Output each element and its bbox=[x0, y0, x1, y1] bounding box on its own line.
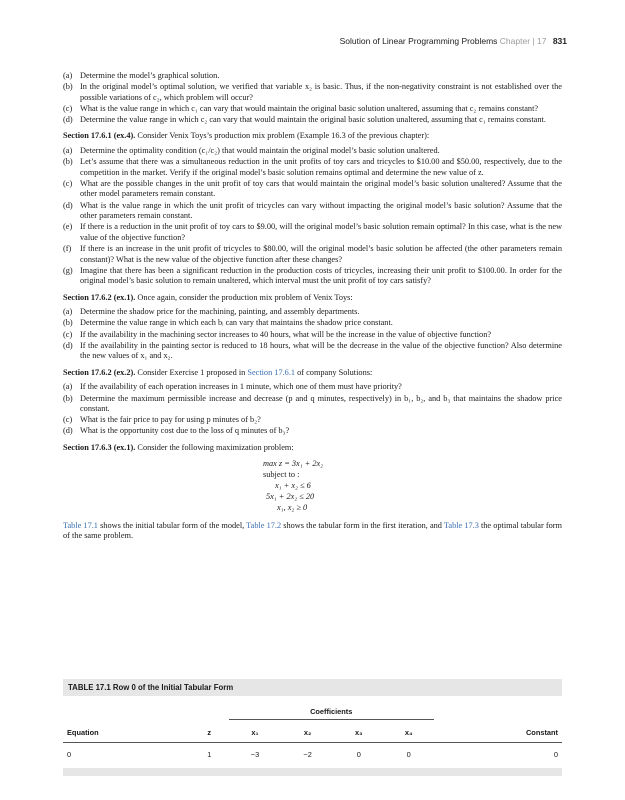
table-link[interactable]: Table 17.1 bbox=[63, 520, 98, 530]
column-header: Constant bbox=[434, 720, 562, 743]
table-link[interactable]: Table 17.2 bbox=[246, 520, 282, 530]
column-header: x₃ bbox=[334, 720, 384, 743]
column-header: x₂ bbox=[281, 720, 334, 743]
table-cell: 0 bbox=[67, 750, 72, 759]
list-item: (d) If the availability in the painting sector is reduced to 18 hours, what will be the decrease in the value of the objective function? Also determine the new values of x₁ and x₂. bbox=[63, 340, 562, 361]
intro-list bbox=[63, 71, 562, 125]
section-list bbox=[63, 307, 562, 361]
column-header: x₄ bbox=[384, 720, 434, 743]
page-number: 831 bbox=[552, 36, 567, 46]
list-item: (c) What is the value range in which c₁ can vary that would maintain the original basic solution unaltered, assuming that c₂ remains constant? bbox=[63, 103, 539, 113]
list-item: (a) Determine the model’s graphical solution. bbox=[63, 71, 220, 80]
section-link[interactable]: Section 17.6.1 bbox=[247, 367, 296, 377]
table-row bbox=[63, 743, 562, 766]
table-cell: 0 bbox=[553, 750, 558, 759]
lp-model bbox=[263, 458, 562, 513]
list-item: (b) Let’s assume that there was a simultaneous reduction in the unit profits of toy cars and tricycles to $10.00 and $50.00, respectively, due to the competition in the market. Verify if the original model’s basic solution remains optimal and determine the new value of z. bbox=[63, 157, 562, 177]
header-chapter: Chapter | 17 bbox=[499, 36, 547, 46]
section-list bbox=[63, 382, 562, 436]
table-cell: 0 bbox=[356, 750, 361, 759]
table-cell: −3 bbox=[250, 750, 260, 759]
column-header: x₁ bbox=[229, 720, 282, 743]
section-heading: Section 17.6.3 (ex.1). Consider the following maximization problem: bbox=[63, 442, 294, 452]
table-17-1 bbox=[63, 679, 562, 776]
list-item: (c) What are the possible changes in the unit profit of toy cars that would maintain the original model’s basic solution unaltered? Assume that the other model parameters remain constant. bbox=[63, 178, 562, 199]
data-table bbox=[63, 704, 562, 765]
column-header: z bbox=[190, 720, 229, 743]
list-item: (g) Imagine that there has been a significant reduction in the production costs of tricycles, increasing their unit profit to $100.00. In order for the original model’s basic solution to remain unaltered, which interval must the unit profit of toy cars satisfy? bbox=[63, 265, 562, 286]
column-header: Equation bbox=[63, 720, 190, 743]
list-item: (b) Determine the value range in which each bᵢ can vary that maintains the shadow price constant. bbox=[63, 318, 393, 328]
non-negativity: x₁, x₂ ≥ 0 bbox=[277, 502, 308, 512]
list-item: (c) What is the fair price to pay for using p minutes of b₂? bbox=[63, 415, 261, 425]
objective-function: max z = 3x₁ + 2x₂ bbox=[263, 458, 324, 468]
header-title: Solution of Linear Programming Problems bbox=[339, 36, 498, 46]
table-cell: −2 bbox=[303, 750, 312, 759]
section-heading: Section 17.6.2 (ex.2). Consider Exercise 1 proposed in Section 17.6.1 of company Solutions: bbox=[63, 367, 373, 377]
table-cell: 0 bbox=[406, 750, 411, 759]
section-heading: Section 17.6.2 (ex.1). Once again, consider the production mix problem of Venix Toys: bbox=[63, 292, 353, 302]
section-list bbox=[63, 146, 562, 287]
list-item: (d) What is the value range in which the unit profit of tricycles can vary without impacting the original model’s basic solution? Assume that the other parameters remain constant. bbox=[63, 200, 562, 221]
list-item: (c) If the availability in the machining sector increases to 40 hours, what will be the increase in the value of objective function? bbox=[63, 329, 492, 339]
list-item: (d) Determine the value range in which c₂ can vary that would maintain the original basic solution unaltered, assuming that c₁ remains constant. bbox=[63, 114, 546, 124]
section-heading: Section 17.6.1 (ex.4). Consider Venix Toys’s production mix problem (Example 16.3 of the previous chapter): bbox=[63, 131, 430, 141]
group-header: Coefficients bbox=[229, 704, 434, 720]
table-link[interactable]: Table 17.3 bbox=[443, 520, 479, 530]
list-item: (b) Determine the maximum permissible increase and decrease (p and q minutes, respectively) in b₁, b₂, and b₃ that maintains the shadow price constant. bbox=[63, 393, 562, 414]
subject-to-label: subject to : bbox=[263, 469, 300, 479]
list-item: (f) If there is an increase in the unit profit of tricycles to $80.00, will the original model’s basic solution be affected (the other parameters remain constant)? What is the new value of the objective function after these changes? bbox=[63, 243, 562, 264]
table-footer-band bbox=[63, 768, 562, 776]
constraint-1: x₁ + x₂ ≤ 6 bbox=[275, 480, 311, 490]
table-cell: 1 bbox=[207, 750, 212, 759]
page-body bbox=[63, 71, 562, 552]
constraint-2: 5x₁ + 2x₂ ≤ 20 bbox=[266, 491, 315, 501]
list-item: (e) If there is a reduction in the unit profit of toy cars to $9.00, will the original model’s basic solution remain optimal? In this case, what is the new value of the objective function? bbox=[63, 222, 562, 242]
running-header bbox=[340, 36, 567, 46]
list-item: (a) If the availability of each operation increases in 1 minute, which one of them must have priority? bbox=[63, 382, 402, 392]
closing-paragraph: Table 17.1 shows the initial tabular form of the model, Table 17.2 shows the tabular form in the first iteration, and Table 17.3 the optimal tabular form of the same problem. bbox=[63, 520, 562, 541]
list-item: (d) What is the opportunity cost due to the loss of q minutes of b₃? bbox=[63, 426, 290, 436]
list-item: (b) In the original model’s optimal solution, we verified that variable x₂ is basic. Thus, if the non-negativity constraint is not established over the possible variations of c₂, which problem will occur? bbox=[63, 82, 562, 102]
table-title: TABLE 17.1 Row 0 of the Initial Tabular Form bbox=[63, 679, 562, 696]
list-item: (a) Determine the optimality condition (c₁/c₂) that would maintain the original model’s basic solution unaltered. bbox=[63, 146, 440, 156]
list-item: (a) Determine the shadow price for the machining, painting, and assembly departments. bbox=[63, 307, 360, 317]
